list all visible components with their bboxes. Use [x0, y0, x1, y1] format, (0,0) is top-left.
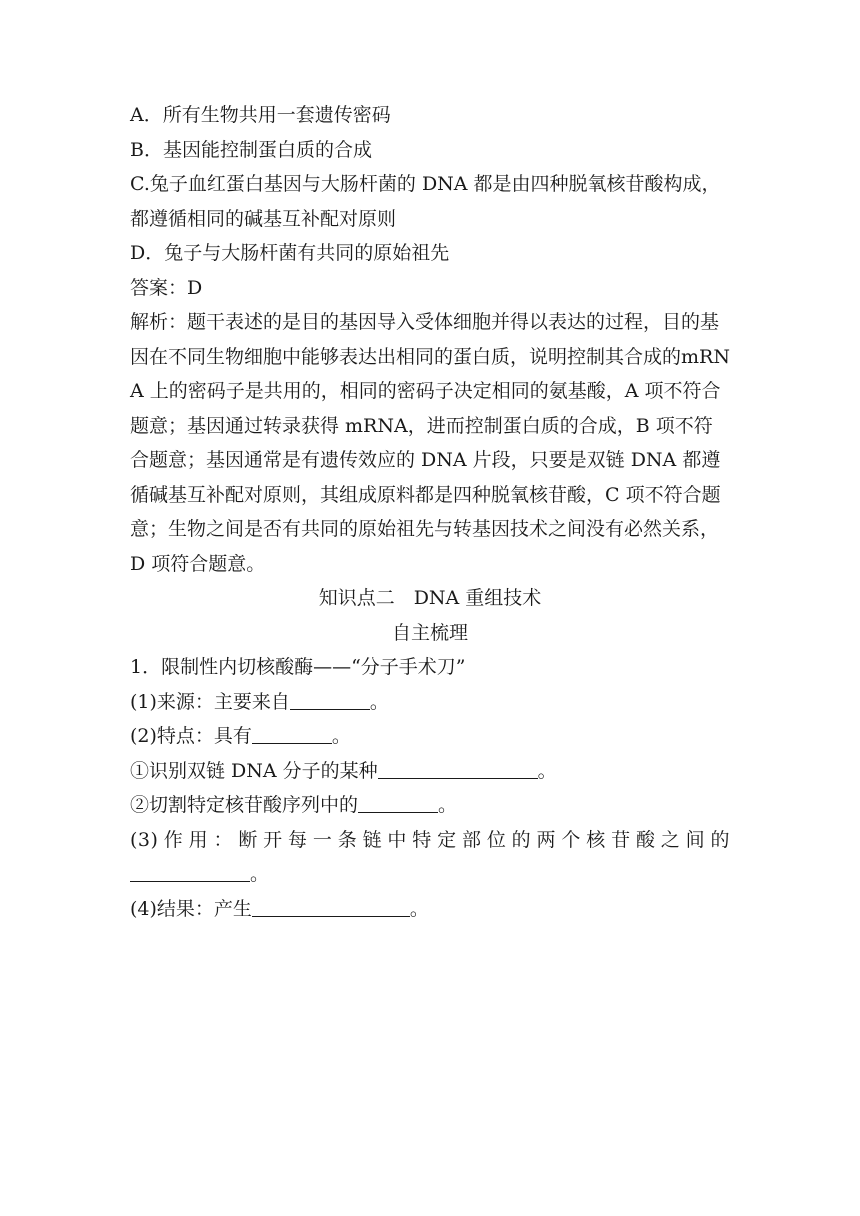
- option-d: D．兔子与大肠杆菌有共同的原始祖先: [130, 242, 450, 264]
- feature-1-line: [130, 754, 730, 789]
- fill-blank[interactable]: [252, 725, 332, 744]
- period: 。: [537, 759, 557, 782]
- result-line: [130, 892, 730, 927]
- document-page: [130, 98, 730, 926]
- source-label: (1)来源：主要来自: [130, 690, 290, 713]
- period: 。: [250, 863, 270, 885]
- period: 。: [438, 794, 458, 816]
- fill-blank[interactable]: [378, 760, 538, 779]
- feature-label: (2)特点：具有: [130, 725, 252, 747]
- feature-2-label: ②切割特定核苷酸序列中的: [130, 794, 359, 816]
- period: 。: [409, 897, 429, 920]
- feature-line: [130, 719, 730, 754]
- result-label: (4)结果：产生: [130, 897, 252, 920]
- option-c: C.兔子血红蛋白基因与大肠杆菌的 DNA 都是由四种脱氧核苷酸构成，都遵循相同的碱基互补配对原则: [130, 173, 721, 230]
- option-b: B．基因能控制蛋白质的合成: [130, 138, 372, 161]
- option-a: A．所有生物共用一套遗传密码: [130, 104, 391, 126]
- function-line-2: [130, 857, 730, 892]
- section-title: 知识点二 DNA 重组技术: [318, 587, 542, 609]
- feature-2-line: [130, 788, 730, 823]
- feature-1-label: ①识别双链 DNA 分子的某种: [130, 759, 378, 782]
- fill-blank[interactable]: [130, 863, 250, 882]
- answer: 答案：D: [130, 276, 203, 299]
- analysis: 解析：题干表述的是目的基因导入受体细胞并得以表达的过程，目的基因在不同生物细胞中能够表达出相同的蛋白质，说明控制其合成的mRNA 上的密码子是共用的，相同的密码子决定相同的氨基酸，A 项不符合题意；基因通过转录获得 mRNA，进而控制蛋白质的合成，B 项不符合题意；基因通常是有遗传效应的 DNA 片段，只要是双链 DNA 都遵循碱基互补配对原则，其组成原料都是四种脱氧核苷酸，C 项不符合题意；生物之间是否有共同的原始祖先与转基因技术之间没有必然关系，D 项符合题意。: [130, 311, 730, 575]
- period: 。: [369, 690, 389, 713]
- item1-title: 1．限制性内切核酸酶——“分子手术刀”: [130, 656, 466, 678]
- subsection-title: 自主梳理: [391, 621, 468, 644]
- fill-blank[interactable]: [252, 898, 410, 917]
- source-line: [130, 685, 730, 720]
- fill-blank[interactable]: [290, 691, 370, 710]
- fill-blank[interactable]: [358, 794, 438, 813]
- period: 。: [331, 725, 351, 747]
- function-line: (3)作用：断开每一条链中特定部位的两个核苷酸之间的: [130, 828, 730, 851]
